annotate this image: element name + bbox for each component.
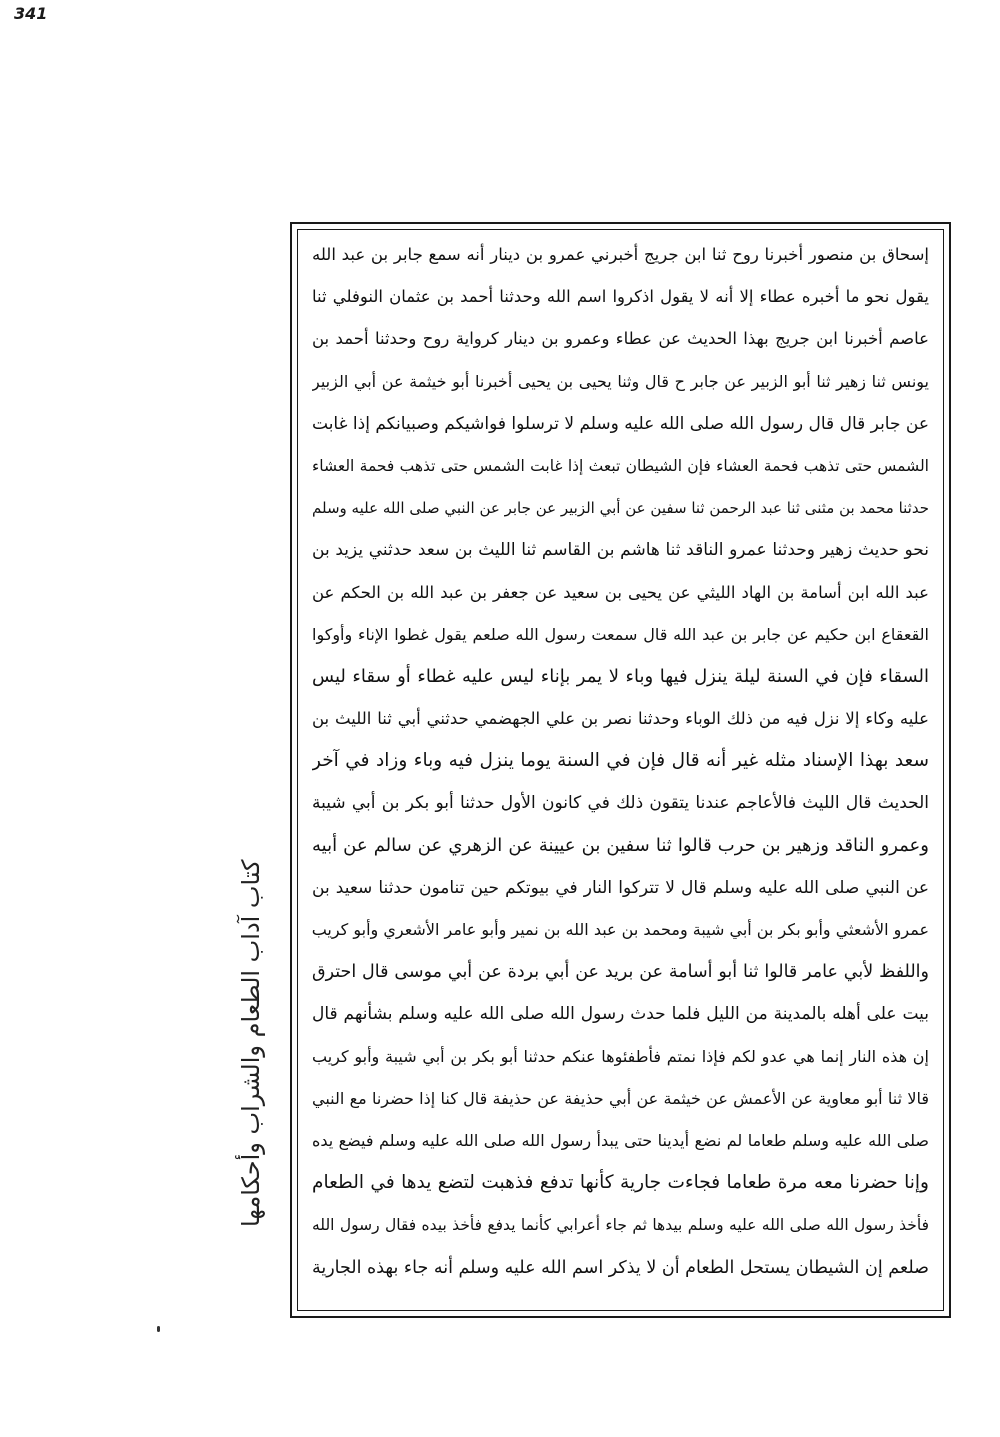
text-line: القعقاع ابن حكيم عن جابر بن عبد الله قال سمعت رسول الله صلعم يقول غطوا الإناء وأوكوا [312, 624, 929, 644]
manuscript-text-block [296, 228, 945, 1312]
text-line: فأخذ رسول الله صلى الله عليه وسلم بيدها ثم جاء أعرابي كأنما يدفع فأخذ بيده فقال رسول الله [312, 1216, 929, 1235]
text-line: عليه وكاء إلا نزل فيه من ذلك الوباء وحدثنا نصر بن علي الجهضمي حدثني أبي ثنا الليث بن [312, 709, 929, 729]
text-line: صلى الله عليه وسلم طعاما لم نضع أيدينا حتى يبدأ رسول الله صلى الله عليه وسلم فيضع يده [312, 1130, 929, 1150]
text-line: واللفظ لأبي عامر قالوا ثنا أبو أسامة عن بريد عن أبي بردة عن أبي موسى قال احترق [312, 962, 929, 983]
text-line: سعد بهذا الإسناد مثله غير أنه قال فإن في السنة يوما ينزل فيه وباء وزاد في آخر [312, 750, 929, 772]
text-line: نحو حديث زهير وحدثنا عمرو الناقد ثنا هاشم بن القاسم ثنا الليث بن سعد حدثني يزيد بن [312, 540, 929, 561]
text-line: صلعم إن الشيطان يستحل الطعام أن لا يذكر اسم الله عليه وسلم أنه جاء بهذه الجارية [312, 1257, 929, 1278]
page-number: 341 [14, 4, 48, 23]
text-line: وإنا حضرنا معه مرة طعاما فجاءت جارية كأنها تدفع فذهبت لتضع يدها في الطعام [312, 1172, 929, 1194]
text-line: عاصم أخبرنا ابن جريج بهذا الحديث عن عطاء وعمرو بن دينار كرواية روح وحدثنا أحمد بن [312, 329, 929, 349]
text-line: يقول نحو ما أخبره عطاء إلا أنه لا يقول اذكروا اسم الله وحدثنا أحمد بن عثمان النوفلي ثنا [312, 287, 929, 307]
text-line: الحديث قال الليث فالأعاجم عندنا يتقون ذلك في كانون الأول حدثنا أبو بكر بن أبي شيبة [312, 793, 929, 814]
margin-chapter-note: كتاب آداب الطعام والشراب وأحكامها [237, 860, 265, 1228]
text-line: عبد الله ابن أسامة بن الهاد الليثي عن يحيى بن سعيد عن جعفر بن عبد الله بن الحكم عن [312, 582, 929, 602]
text-line: الشمس حتى تذهب فحمة العشاء فإن الشيطان تبعث إذا غابت الشمس حتى تذهب فحمة العشاء [312, 456, 929, 475]
text-line: حدثنا محمد بن مثنى ثنا عبد الرحمن ثنا سفين عن أبي الزبير عن جابر عن النبي صلى الله عليه وسلم [312, 499, 929, 518]
text-line: عن جابر قال قال رسول الله صلى الله عليه وسلم لا ترسلوا فواشيكم وصبيانكم إذا غابت [312, 413, 929, 434]
text-line: عمرو الأشعثي وأبو بكر بن أبي شيبة ومحمد بن عبد الله بن نمير وأبو عامر الأشعري وأبو كريب [312, 920, 929, 939]
text-line: يونس ثنا زهير ثنا أبو الزبير عن جابر ح قال وثنا يحيى بن يحيى أخبرنا أبو خيثمة عن أبي الزبير [312, 371, 929, 391]
text-line: السقاء فإن في السنة ليلة ينزل فيها وباء لا يمر بإناء ليس عليه غطاء أو سقاء ليس [312, 665, 929, 687]
text-line: وعمرو الناقد وزهير بن حرب قالوا ثنا سفين بن عيينة عن الزهري عن سالم عن أبيه [312, 834, 929, 856]
text-line: عن النبي صلى الله عليه وسلم قال لا تتركوا النار في بيوتكم حين تنامون حدثنا سعيد بن [312, 877, 929, 898]
text-line: إسحاق بن منصور أخبرنا روح ثنا ابن جريج أخبرني عمرو بن دينار أنه سمع جابر بن عبد الله [312, 245, 929, 264]
text-line: بيت على أهله بالمدينة من الليل فلما حدث رسول الله صلى الله عليه وسلم بشأنهم قال [312, 1004, 929, 1025]
paper-speck [157, 1326, 160, 1332]
text-line: إن هذه النار إنما هي عدو لكم فإذا نمتم فأطفئوها عنكم حدثنا أبو بكر بن أبي شيبة وأبو كريب [312, 1046, 929, 1066]
text-line: قالا ثنا أبو معاوية عن الأعمش عن خيثمة عن أبي حذيفة عن حذيفة قال كنا إذا حضرنا مع النبي [312, 1088, 929, 1108]
